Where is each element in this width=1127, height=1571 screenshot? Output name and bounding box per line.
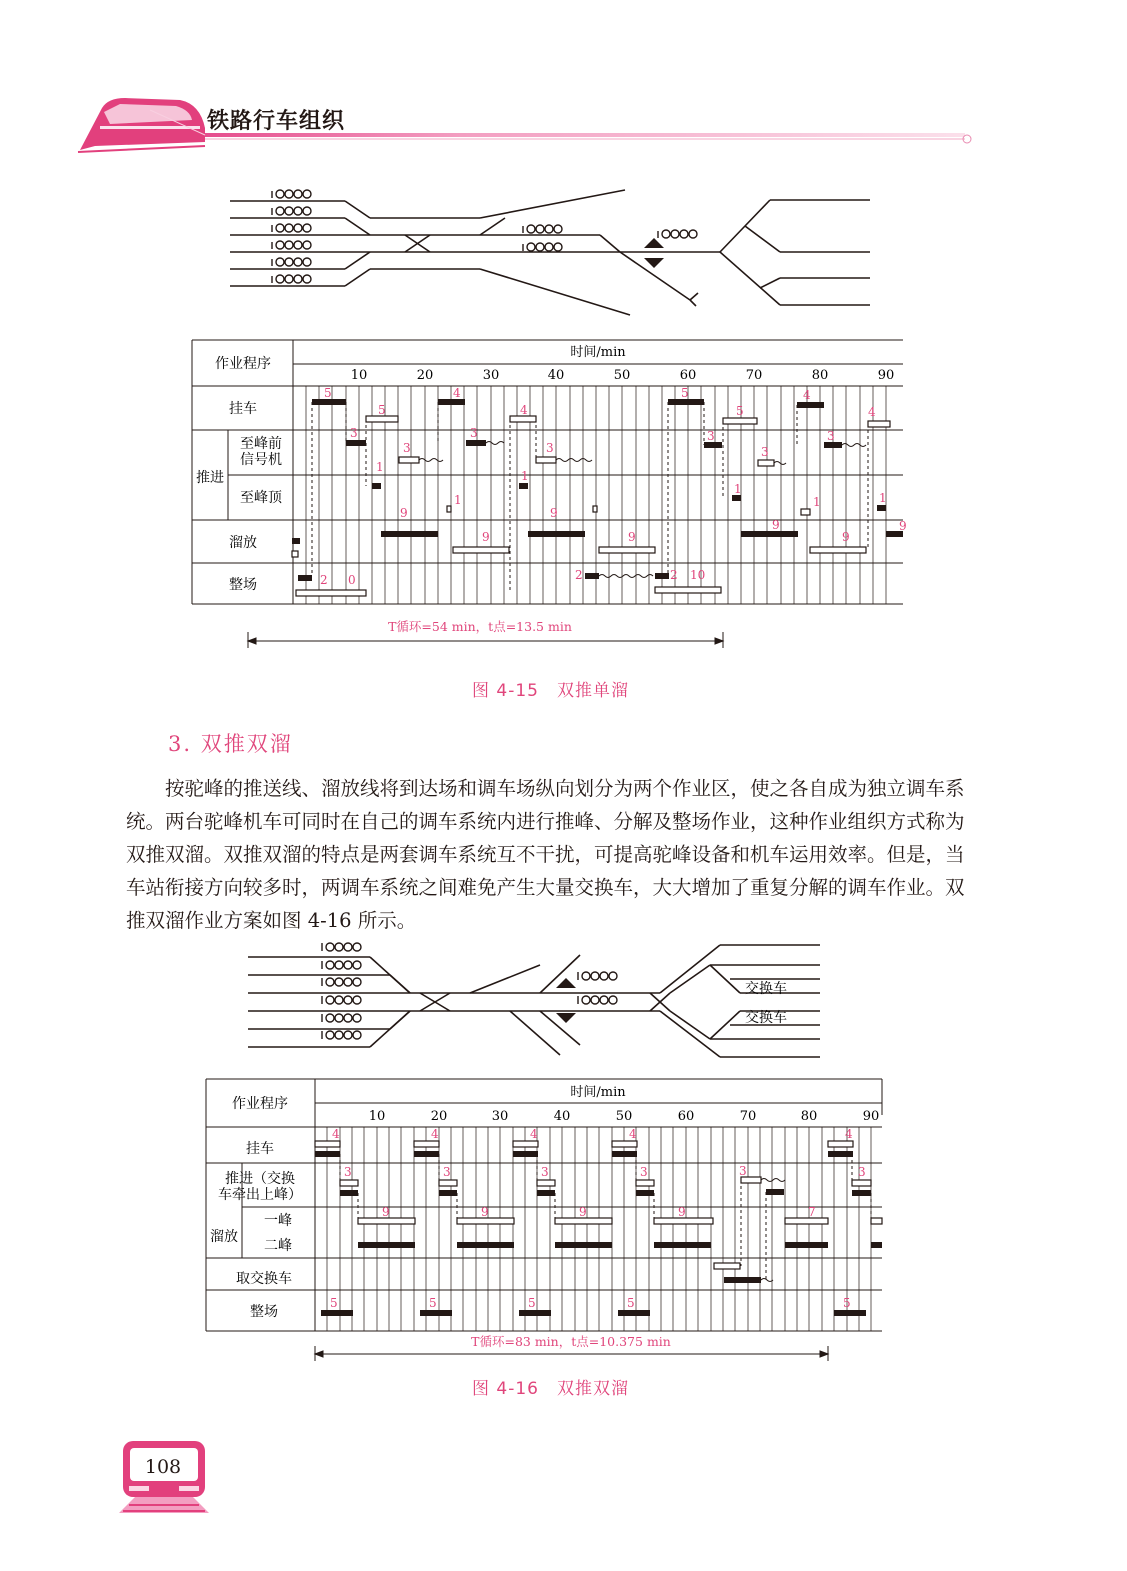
svg-text:2: 2 bbox=[575, 568, 583, 582]
cycle-time-label: T循环=54 min，t点=13.5 min bbox=[388, 619, 572, 634]
train-logo-icon bbox=[78, 98, 205, 152]
svg-text:4: 4 bbox=[868, 405, 876, 419]
svg-text:9: 9 bbox=[842, 530, 850, 544]
row-label-tuijin: 推进 bbox=[196, 470, 224, 486]
svg-text:9: 9 bbox=[481, 1205, 489, 1219]
running-header-title: 铁路行车组织 bbox=[207, 109, 346, 134]
svg-text:4: 4 bbox=[530, 1127, 538, 1141]
svg-text:1: 1 bbox=[879, 491, 887, 505]
svg-text:5: 5 bbox=[378, 403, 386, 417]
svg-text:5: 5 bbox=[324, 386, 332, 400]
svg-text:2: 2 bbox=[320, 573, 328, 587]
figure-4-15-caption: 图 4-15 双推单溜 bbox=[472, 681, 629, 701]
svg-text:3: 3 bbox=[443, 1165, 451, 1179]
section-heading: 3. 双推双溜 bbox=[168, 732, 293, 756]
svg-text:5: 5 bbox=[528, 1296, 536, 1310]
svg-text:0: 0 bbox=[348, 573, 356, 587]
tick-label: 50 bbox=[613, 368, 631, 383]
svg-text:3: 3 bbox=[344, 1165, 352, 1179]
svg-text:4: 4 bbox=[431, 1127, 439, 1141]
header-decoration bbox=[0, 0, 1127, 160]
svg-text:9: 9 bbox=[899, 519, 907, 533]
svg-text:9: 9 bbox=[628, 530, 636, 544]
svg-text:9: 9 bbox=[400, 506, 408, 520]
time-header: 时间/min bbox=[570, 1085, 626, 1100]
row-label-tuijin: 推进（交换车牵出上峰） bbox=[218, 1171, 302, 1203]
tick-label: 30 bbox=[491, 1109, 509, 1124]
svg-text:3: 3 bbox=[546, 441, 554, 455]
svg-text:1: 1 bbox=[454, 493, 462, 507]
row-label-liufang: 溜放 bbox=[229, 535, 257, 551]
row-label-to-signal: 至峰前信号机 bbox=[240, 436, 282, 468]
paragraph-text: 按驼峰的推送线、溜放线将到达场和调车场纵向划分为两个作业区，使之各自成为独立调车系统。两台驼峰机车可同时在自己的调车系统内进行推峰、分解及整场作业，这种作业组织方式称为双推双溜。双推双溜的特点是两套调车系统互不干扰，可提高驼峰设备和机车运用效率。但是，当车站衔接方向较多时，两调车系统之间难免产生大量交换车，大大增加了重复分解的调车作业。双推双溜作业方案如图 4-16 所示。 bbox=[126, 777, 965, 932]
svg-text:3: 3 bbox=[350, 426, 358, 440]
tick-label: 70 bbox=[745, 368, 763, 383]
track-diagram-4-16 bbox=[240, 935, 830, 1065]
table-corner: 作业程序 bbox=[232, 1096, 288, 1112]
svg-text:3: 3 bbox=[761, 445, 769, 459]
svg-text:3: 3 bbox=[403, 441, 411, 455]
exchange-car-label: 交换车 bbox=[745, 1010, 787, 1026]
svg-text:4: 4 bbox=[453, 386, 461, 400]
page-number: 108 bbox=[144, 1456, 182, 1478]
tick-label: 20 bbox=[430, 1109, 448, 1124]
svg-text:4: 4 bbox=[520, 403, 528, 417]
row-label-guache: 挂车 bbox=[246, 1141, 274, 1157]
tick-label: 20 bbox=[416, 368, 434, 383]
tick-label: 60 bbox=[677, 1109, 695, 1124]
row-label-qu: 取交换车 bbox=[236, 1271, 292, 1287]
body-paragraph bbox=[126, 772, 976, 937]
svg-text:1: 1 bbox=[734, 482, 742, 496]
cycle-time-label: T循环=83 min，t点=10.375 min bbox=[471, 1334, 671, 1349]
schedule-chart-4-15 bbox=[188, 336, 908, 656]
svg-text:5: 5 bbox=[736, 404, 744, 418]
row-label-zhengchang: 整场 bbox=[250, 1304, 278, 1320]
svg-text:4: 4 bbox=[629, 1127, 637, 1141]
svg-text:1: 1 bbox=[813, 495, 821, 509]
row-label-guache: 挂车 bbox=[229, 401, 257, 417]
svg-text:3: 3 bbox=[858, 1165, 866, 1179]
svg-text:3: 3 bbox=[707, 429, 715, 443]
row-label-to-top: 至峰顶 bbox=[240, 490, 282, 506]
row-label-yifeng: 一峰 bbox=[264, 1213, 292, 1229]
svg-text:3: 3 bbox=[541, 1165, 549, 1179]
svg-text:10: 10 bbox=[690, 568, 706, 582]
svg-text:4: 4 bbox=[803, 388, 811, 402]
svg-text:5: 5 bbox=[843, 1296, 851, 1310]
tick-label: 90 bbox=[862, 1109, 880, 1124]
svg-text:5: 5 bbox=[627, 1296, 635, 1310]
svg-text:4: 4 bbox=[845, 1127, 853, 1141]
schedule-chart-4-16 bbox=[202, 1075, 892, 1370]
svg-text:5: 5 bbox=[429, 1296, 437, 1310]
track-diagram-4-15 bbox=[220, 180, 880, 320]
tick-label: 40 bbox=[547, 368, 565, 383]
tick-label: 50 bbox=[615, 1109, 633, 1124]
tick-label: 80 bbox=[800, 1109, 818, 1124]
svg-text:9: 9 bbox=[382, 1205, 390, 1219]
time-header: 时间/min bbox=[570, 345, 626, 360]
svg-text:9: 9 bbox=[772, 518, 780, 532]
row-label-erfeng: 二峰 bbox=[264, 1238, 292, 1254]
svg-text:3: 3 bbox=[827, 429, 835, 443]
svg-text:9: 9 bbox=[579, 1205, 587, 1219]
row-label-liufang: 溜放 bbox=[210, 1229, 238, 1245]
tick-label: 40 bbox=[553, 1109, 571, 1124]
svg-text:3: 3 bbox=[739, 1164, 747, 1178]
svg-text:1: 1 bbox=[376, 460, 384, 474]
tick-label: 10 bbox=[350, 368, 368, 383]
exchange-car-label: 交换车 bbox=[745, 981, 787, 997]
row-label-zhengchang: 整场 bbox=[229, 577, 257, 593]
figure-4-16-caption: 图 4-16 双推双溜 bbox=[472, 1379, 629, 1399]
svg-text:7: 7 bbox=[808, 1205, 816, 1219]
table-corner: 作业程序 bbox=[215, 356, 271, 372]
tick-label: 80 bbox=[811, 368, 829, 383]
tick-label: 30 bbox=[482, 368, 500, 383]
svg-text:3: 3 bbox=[640, 1165, 648, 1179]
svg-text:1: 1 bbox=[521, 469, 529, 483]
tick-label: 10 bbox=[368, 1109, 386, 1124]
svg-text:3: 3 bbox=[470, 426, 478, 440]
svg-text:5: 5 bbox=[681, 386, 689, 400]
svg-text:9: 9 bbox=[482, 530, 490, 544]
svg-text:9: 9 bbox=[678, 1205, 686, 1219]
tick-label: 90 bbox=[877, 368, 895, 383]
svg-text:5: 5 bbox=[330, 1296, 338, 1310]
tick-label: 70 bbox=[739, 1109, 757, 1124]
svg-text:2: 2 bbox=[670, 568, 678, 582]
svg-text:4: 4 bbox=[332, 1127, 340, 1141]
svg-text:9: 9 bbox=[550, 506, 558, 520]
tick-label: 60 bbox=[679, 368, 697, 383]
